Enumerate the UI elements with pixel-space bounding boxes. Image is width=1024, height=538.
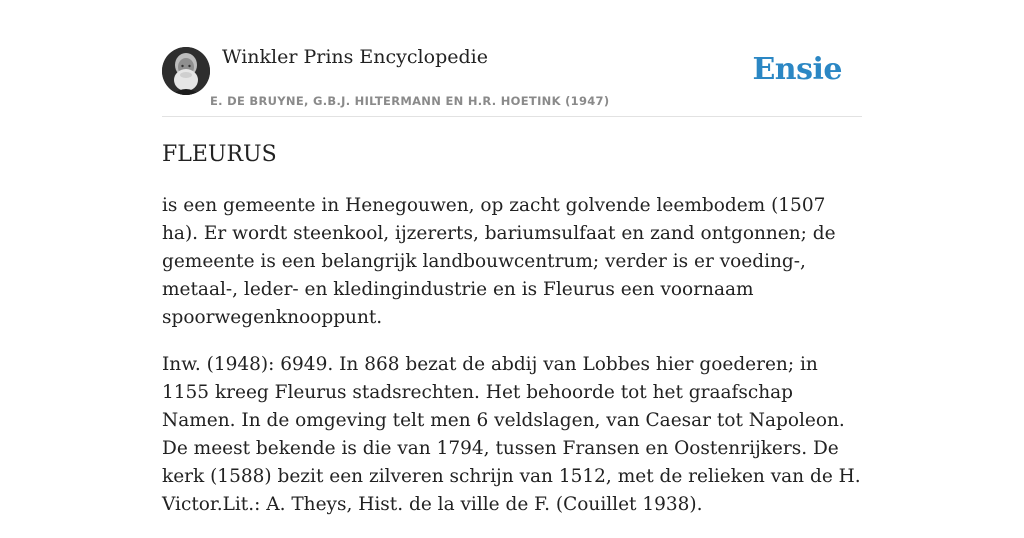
page-container xyxy=(162,0,862,515)
entry-title: FLEURUS xyxy=(162,142,277,167)
authors-line: E. DE BRUYNE, G.B.J. HILTERMANN EN H.R. HOETINK (1947) xyxy=(210,94,610,108)
entry-paragraph: is een gemeente in Henegouwen, op zacht golvende leembodem (1507 ha). Er wordt steenkool, ijzererts, bariumsulfaat en zand ontgonnen; de gemeente is een belangrijk landbouwcentrum; verder is er voeding-, metaal-, leder- en kledingindustrie en is Fleurus een voornaam spoorwegenknooppunt. xyxy=(162,195,836,328)
entry-body xyxy=(162,192,862,538)
brand-logo-link[interactable]: Ensie xyxy=(752,52,842,87)
publication-title[interactable]: Winkler Prins Encyclopedie xyxy=(222,46,488,68)
entry-paragraph: Inw. (1948): 6949. In 868 bezat de abdij van Lobbes hier goederen; in 1155 kreeg Fleurus stadsrechten. Het behoorde tot het graafschap Namen. In de omgeving telt men 6 veldslagen, van Caesar tot Napoleon. De meest bekende is die van 1794, tussen Fransen en Oostenrijkers. De kerk (1588) bezit een zilveren schrijn van 1512, met de relieken van de H. Victor.Lit.: A. Theys, Hist. de la ville de F. (Couillet 1938). xyxy=(162,354,861,515)
author-portrait-icon xyxy=(162,47,210,95)
author-avatar xyxy=(162,47,210,95)
page-header xyxy=(162,0,862,117)
